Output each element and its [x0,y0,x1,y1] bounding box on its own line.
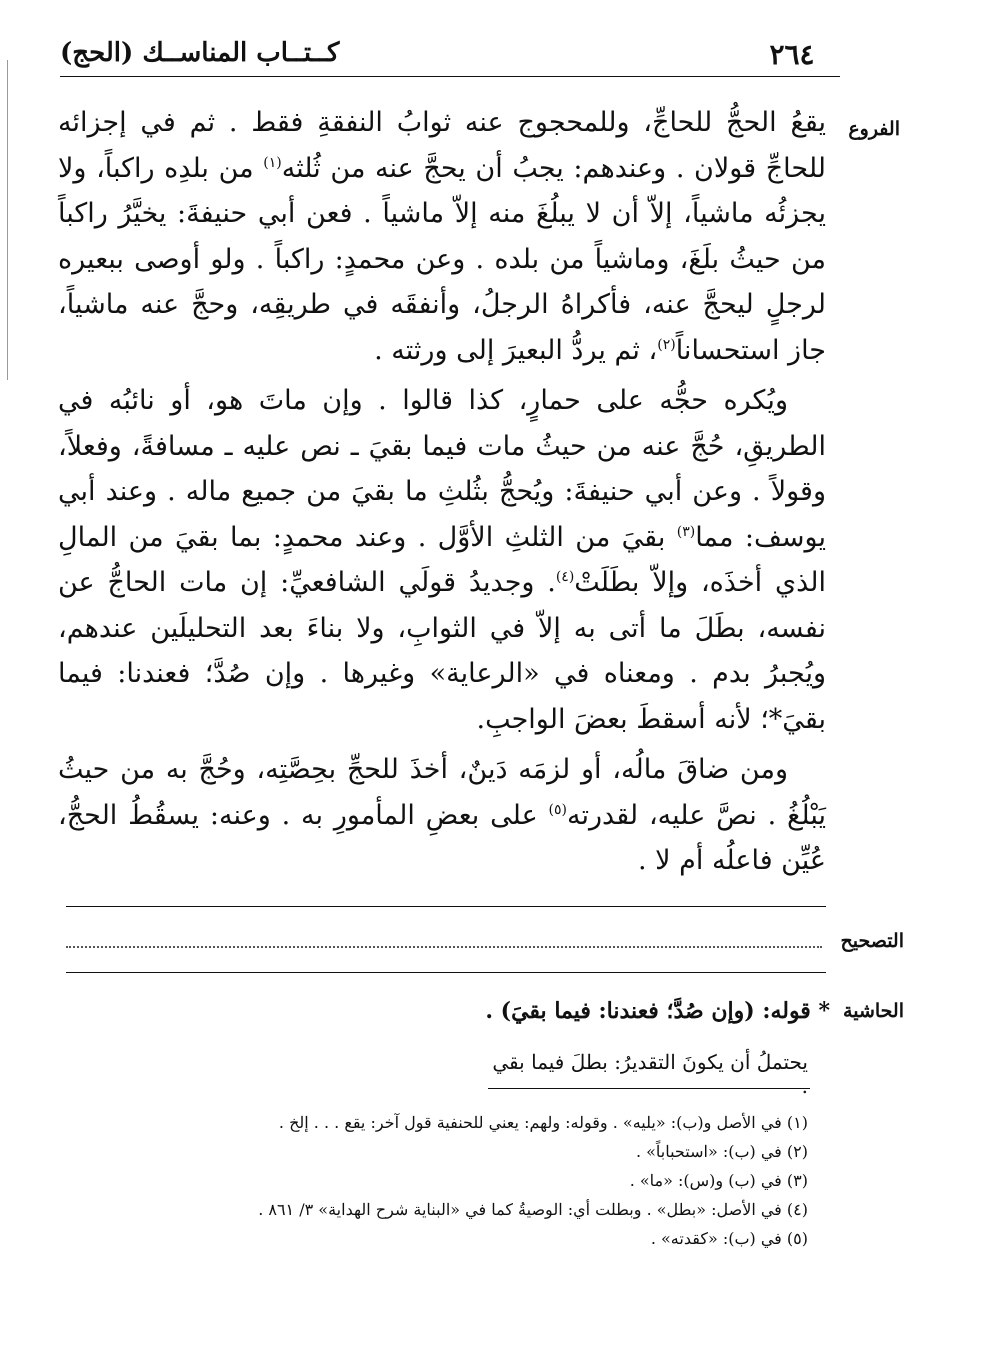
paragraph-3 [58,747,826,884]
footnote-3: (٣) في (ب) و(س): «ما» . [629,1171,808,1190]
paragraph-1 [58,100,826,373]
section-label-tashih: التصحيح [840,930,904,952]
tashih-dotted-line [66,946,822,948]
footnote-ref-1: (١) [263,154,282,171]
running-title: كــتــاب المناســك (الحج) [60,38,340,68]
p3b-text: على بعضِ المأمورِ به . وعنه: يسقُطُ الحجُّ، عُيِّن فاعلُه أم لا . [58,799,826,876]
header-rule [60,76,840,77]
page-number: ٢٦٤ [769,38,815,71]
section-rule-bottom [66,972,826,973]
p2-text: ويُكره حجُّه على حمارٍ، كذا قالوا . وإن ماتَ هو، أو نائبُه في الطريقِ، حُجَّ عنه من حيثُ مات فيما بقيَ ـ نص عليه ـ مسافةً، وفعلاً، وقولاً . وعن أبي حنيفةَ: ويُحجُّ بثُلثِ ما بقيَ من جميع ماله . وعند أبي يوسف: مما [58,385,827,553]
hashiya-note: يحتملُ أن يكونَ التقديرُ: بطلَ فيما بقي . [492,1050,808,1098]
p3-text: ومن ضاقَ مالُه، أو لزمَه دَينٌ، أخذَ للحجِّ بحِصَّتِه، وحُجَّ به من حيثُ يَبْلُغُ . نصَّ عليه، لقدرته [58,754,826,831]
hashiya-quote: * قوله: (وإن صُدَّ؛ فعندنا: فيما بقيَ) . [485,998,830,1024]
footnote-4: (٤) في الأصل: «بطل» . وبطلت أي: الوصيةُ كما في «البناية شرح الهداية» ٣/ ٨٦١ . [258,1200,808,1219]
footnote-ref-3: (٣) [676,523,696,540]
footnote-5: (٥) في (ب): «كقدته» . [650,1229,808,1248]
p1c-text: ، ثم يردُّ البعيرَ إلى ورثته . [374,334,658,366]
footnote-1: (١) في الأصل و(ب): «يليه» . وقوله: ولهم: يعني للحنفية قول آخر: يقع . . . إلخ . [278,1113,808,1132]
p1b-text: من بلدِه راكباً، ولا يجزئُه ماشياً، إلاّ أن لا يبلُغَ منه إلاّ ماشياً . فعن أبي حنيفةَ: يخيَّرُ راكباً من حيثُ بلَغَ، وماشياً من بلده . وعن محمدٍ: راكباً . ولو أوصى ببعيره لرجلٍ ليحجَّ عنه، فأكراهُ الرجلُ، وأنفقَه في طريقِه، وحجَّ عنه ماشياً، جاز استحساناً [58,152,826,366]
paragraph-2 [58,378,826,742]
main-text [58,100,826,889]
p1-text: يقعُ الحجُّ للحاجِّ، وللمحجوج عنه ثوابُ النفقةِ فقط . ثم في إجزائه للحاجِّ قولان . وعندهم: يجبُ أن يحجَّ عنه من ثُلثه [58,107,826,184]
margin-tick-line [7,60,8,380]
section-rule-top [66,906,826,907]
footnote-ref-2: (٢) [657,336,676,353]
p2b-text: بقيَ من الثلثِ الأوَّل . وعند محمدٍ: بما بقيَ من المالِ الذي أخذَه، وإلاّ بطَلَتْ [58,521,826,598]
p2c-text: . وجديدُ قولَي الشافعيِّ: إن مات الحاجُّ عن نفسه، بطَلَ ما أتى به إلاّ في الثوابِ، ولا بناءَ بعد التحليلَين عندهم، ويُجبرُ بدم . ومعناه في «الرعاية» وغيرها . وإن صُدَّ؛ فعندنا: فيما بقيَ*؛ لأنه أسقطَ بعضَ الواجبِ. [58,567,826,735]
footnote-ref-5: (٥) [548,801,568,818]
section-label-hashiya: الحاشية [843,1000,904,1022]
hashiya-note-rule [488,1088,810,1089]
footnote-2: (٢) في (ب): «استحباباً» . [635,1142,808,1161]
footnotes [230,1108,808,1253]
section-label-furu: الفروع [848,118,900,140]
footnote-ref-4: (٤) [555,569,575,585]
